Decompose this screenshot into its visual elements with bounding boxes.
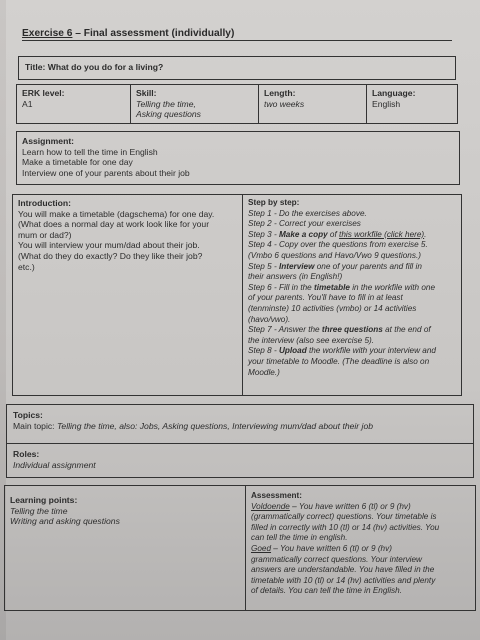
introduction-line-2: (What does a normal day at work look like for your xyxy=(18,219,210,230)
step-8-bold: Upload xyxy=(278,346,307,356)
title-box xyxy=(18,56,456,80)
goed-line-4: timetable with 10 (tl) or 14 (hv) activities and plenty xyxy=(251,575,436,585)
step-7-line-1 xyxy=(248,325,456,336)
goed-line-1 xyxy=(251,544,470,555)
goed-line-3: answers are understandable. You have filled in the xyxy=(251,565,435,575)
step-6-line-1 xyxy=(248,283,456,294)
step-8-line-3: Moodle.) xyxy=(248,367,280,377)
assignment-box xyxy=(16,131,460,185)
step-7-bold: three questions xyxy=(321,325,383,335)
step-8-line-2: your timetable to Moodle. (The deadline is also on xyxy=(248,356,430,366)
introduction-line-4: You will interview your mum/dad about their job. xyxy=(18,240,200,251)
topics-label: Topics: xyxy=(13,410,43,420)
introduction-line-1: You will make a timetable (dagschema) for one day. xyxy=(18,208,215,219)
topics-value: Telling the time, also: Jobs, Asking questions, Interviewing mum/dad about their job xyxy=(56,420,374,431)
topics-prefix: Main topic: xyxy=(13,420,57,431)
roles-value: Individual assignment xyxy=(13,459,96,470)
step-4-line-2: (Vmbo 6 questions and Havo/Vwo 9 questions.) xyxy=(248,250,421,260)
assignment-line-2: Make a timetable for one day xyxy=(22,157,133,168)
skill-line-2: Asking questions xyxy=(136,109,201,120)
assignment-label: Assignment: xyxy=(22,136,75,146)
step-3-bold: Make a copy xyxy=(278,229,328,239)
voldoende-text: – You have written 6 (tl) or 9 (hv) xyxy=(289,501,411,511)
erk-label: ERK level: xyxy=(22,88,65,98)
step-6-prefix: Step 6 - Fill in the xyxy=(248,282,314,292)
exercise-heading xyxy=(22,28,452,41)
language-value: English xyxy=(372,98,401,109)
exercise-number: Exercise 6 xyxy=(22,28,73,39)
step-3-end: . xyxy=(424,229,427,239)
skill-cell xyxy=(130,85,258,123)
intro-steps-table xyxy=(12,194,462,396)
voldoende-word: Voldoende xyxy=(251,501,290,511)
steps-cell xyxy=(242,195,461,395)
topics-roles-table xyxy=(6,404,474,478)
title-value: What do you do for a living? xyxy=(47,62,164,72)
language-label: Language: xyxy=(372,88,416,98)
learning-assessment-table xyxy=(4,485,476,611)
goed-text: – You have written 6 (tl) or 9 (hv) xyxy=(271,543,392,553)
topics-section xyxy=(7,405,473,444)
voldoende-line-3: filled in correctly with 10 (tl) or 14 (hv) activities. You xyxy=(251,522,440,532)
roles-section xyxy=(7,444,473,477)
skill-line-1: Telling the time, xyxy=(136,98,196,109)
length-cell xyxy=(258,85,366,123)
title-label: Title: xyxy=(25,62,46,72)
introduction-line-5: (What do they do exactly? Do they like their job? xyxy=(18,250,203,261)
assignment-line-3: Interview one of your parents about their job xyxy=(22,167,190,178)
step-1: Step 1 - Do the exercises above. xyxy=(248,208,367,218)
learning-cell xyxy=(5,486,245,610)
skill-label: Skill: xyxy=(136,88,157,98)
introduction-line-6: etc.) xyxy=(18,261,35,272)
erk-cell xyxy=(17,85,130,123)
roles-label: Roles: xyxy=(13,449,40,459)
step-6-line-3: (tenminste) 10 activities (vmbo) or 14 activities xyxy=(248,303,417,313)
goed-word: Goed xyxy=(251,543,272,553)
length-value: two weeks xyxy=(264,98,305,109)
step-3-prefix: Step 3 - xyxy=(248,229,279,239)
step-5-line-2: their answers (in English!) xyxy=(248,272,343,282)
assignment-line-1: Learn how to tell the time in English xyxy=(22,146,158,157)
info-table xyxy=(16,84,458,124)
assignment-content xyxy=(17,132,459,182)
voldoende-line-1 xyxy=(251,502,470,513)
learning-line-2: Writing and asking questions xyxy=(10,516,120,527)
step-6-rest: in the workfile with one xyxy=(349,282,436,292)
step-6-line-2: of your parents. You'll have to fill in at least xyxy=(248,293,403,303)
step-8-prefix: Step 8 - xyxy=(248,346,279,356)
step-5-line-1 xyxy=(248,262,456,273)
step-7-line-2: the interview (also see exercise 5). xyxy=(248,335,375,345)
goed-line-2: grammatically correct questions. Your interview xyxy=(251,554,422,564)
step-2: Step 2 - Correct your exercises xyxy=(248,219,361,229)
goed-line-5: of details. You can tell the time in English. xyxy=(251,586,402,596)
assessment-cell xyxy=(245,486,475,610)
step-3 xyxy=(248,230,456,241)
workfile-link[interactable]: this workfile (click here) xyxy=(339,229,425,239)
topics-line xyxy=(13,421,467,432)
heading-separator: – xyxy=(72,28,84,39)
step-7-rest: at the end of xyxy=(382,325,431,335)
steps-label: Step by step: xyxy=(248,198,300,207)
voldoende-line-2: (grammatically correct) questions. Your timetable is xyxy=(251,512,437,522)
step-3-of: of xyxy=(327,229,340,239)
step-5-bold: Interview xyxy=(278,261,315,271)
length-label: Length: xyxy=(264,88,296,98)
step-4-line-1: Step 4 - Copy over the questions from exercise 5. xyxy=(248,240,428,250)
erk-value: A1 xyxy=(22,98,33,109)
learning-label: Learning points: xyxy=(10,495,78,505)
step-8-rest: the workfile with your interview and xyxy=(306,346,436,356)
introduction-label: Introduction: xyxy=(18,198,71,208)
step-5-prefix: Step 5 - xyxy=(248,261,279,271)
step-6-line-4: (havo/vwo). xyxy=(248,314,291,324)
introduction-cell xyxy=(13,195,242,395)
introduction-line-3: mum or dad?) xyxy=(18,229,72,240)
step-7-prefix: Step 7 - Answer the xyxy=(248,325,322,335)
title-row xyxy=(19,57,455,78)
heading-title: Final assessment (individually) xyxy=(83,28,235,39)
language-cell xyxy=(366,85,457,123)
learning-line-1: Telling the time xyxy=(10,505,68,516)
voldoende-line-4: can tell the time in english. xyxy=(251,533,348,543)
assessment-label: Assessment: xyxy=(251,491,302,500)
step-8-line-1 xyxy=(248,346,456,357)
step-5-rest: one of your parents and fill in xyxy=(314,261,422,271)
step-6-bold: timetable xyxy=(313,282,350,292)
